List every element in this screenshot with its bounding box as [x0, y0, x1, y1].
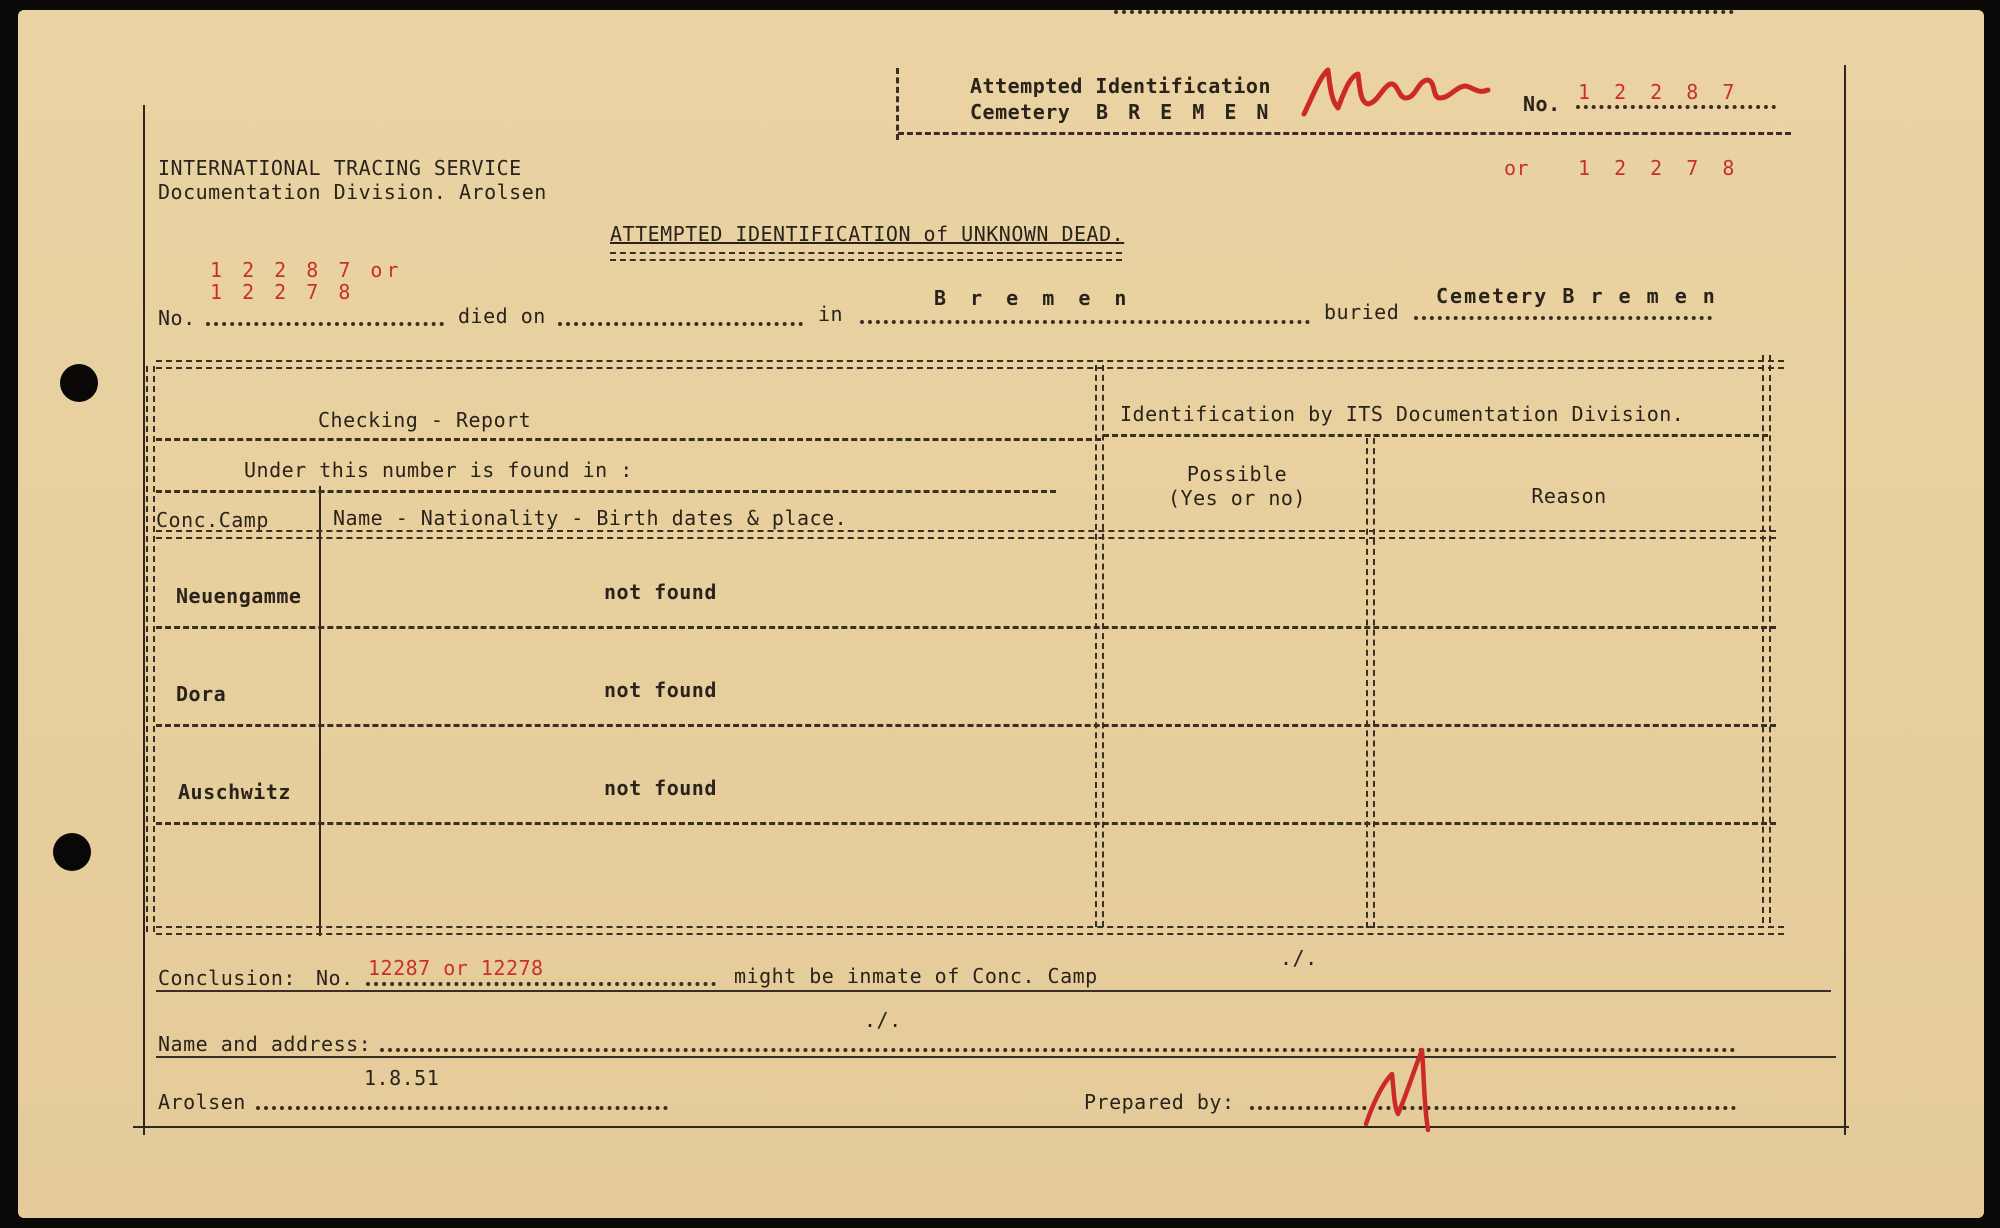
conclusion-underline	[156, 990, 1831, 992]
table-left-border	[146, 366, 155, 932]
row-1-divider	[156, 626, 1776, 629]
col-header-camp: Conc.Camp	[156, 508, 269, 532]
record-in-dots	[860, 320, 1310, 324]
row-2-result: not found	[604, 678, 717, 702]
conclusion-no-value: 12287 or 12278	[368, 956, 544, 980]
record-died-dots	[558, 322, 803, 326]
checking-report-heading: Checking - Report	[318, 408, 532, 432]
header-box-bottom-edge	[898, 132, 1791, 135]
footer-date: 1.8.51	[364, 1066, 440, 1090]
row-1-result: not found	[604, 580, 717, 604]
record-in-value: B r e m e n	[934, 286, 1133, 310]
name-address-underline	[156, 1056, 1836, 1058]
prepared-by-label: Prepared by:	[1084, 1090, 1235, 1114]
frame-right-line	[1844, 65, 1846, 1135]
header-row-divider-right	[1103, 434, 1768, 437]
table-right-border	[1762, 355, 1771, 923]
header-cemetery-label: Cemetery	[970, 100, 1071, 124]
identification-heading: Identification by ITS Documentation Division.	[1120, 402, 1685, 426]
record-no-value-line2: 1 2 2 7 8	[210, 280, 355, 304]
col-header-reason: Reason	[1531, 484, 1607, 508]
handwritten-none-scribble	[1298, 58, 1498, 128]
frame-left-line	[143, 105, 145, 1135]
table-bottom-border	[156, 926, 1784, 935]
prepared-by-dots	[1250, 1106, 1736, 1110]
col-header-name: Name - Nationality - Birth dates & place.	[333, 506, 848, 530]
col-header-possible-1: Possible	[1186, 462, 1288, 486]
org-name: INTERNATIONAL TRACING SERVICE	[158, 156, 522, 180]
punch-hole-bottom	[53, 833, 91, 871]
header-or-value: 1 2 2 7 8	[1578, 156, 1741, 180]
row-3-camp: Auschwitz	[178, 780, 291, 804]
header-bottom-double-rule	[156, 530, 1776, 539]
conclusion-camp-value: ./.	[1280, 946, 1318, 970]
punch-hole-top	[60, 364, 98, 402]
table-top-border	[156, 360, 1784, 369]
row-3-divider	[156, 822, 1776, 825]
name-address-dots	[380, 1048, 1736, 1052]
footer-place: Arolsen	[158, 1090, 246, 1114]
conclusion-camp-dots	[1114, 10, 1734, 14]
row-2-divider	[156, 724, 1776, 727]
row-2-camp: Dora	[176, 682, 227, 706]
row-1-camp: Neuengamme	[176, 584, 302, 608]
name-address-label: Name and address:	[158, 1032, 372, 1056]
header-no-value: 1 2 2 8 7	[1578, 80, 1741, 104]
header-or-label: or	[1504, 156, 1530, 180]
frame-bottom-line	[133, 1126, 1849, 1128]
conclusion-no-label: No.	[316, 966, 354, 990]
header-no-dots	[1576, 105, 1776, 109]
col-header-possible-2: (Yes or no)	[1168, 486, 1306, 510]
row-3-result: not found	[604, 776, 717, 800]
header-box-left-edge	[896, 68, 899, 140]
name-address-value: ./.	[864, 1008, 902, 1032]
record-buried-dots	[1414, 316, 1712, 320]
footer-date-dots	[256, 1106, 668, 1110]
under-number-text: Under this number is found in :	[244, 458, 633, 482]
table-divider-reason	[1366, 438, 1375, 928]
header-no-label: No.	[1523, 92, 1561, 116]
form-title-underline	[610, 252, 1122, 261]
record-buried-value: Cemetery B r e m e n	[1436, 284, 1717, 308]
record-buried-label: buried	[1324, 300, 1400, 324]
conclusion-no-dots	[366, 982, 716, 986]
table-divider-camp	[319, 486, 321, 936]
signature-mark	[1358, 1036, 1448, 1136]
under-number-divider	[156, 490, 1056, 493]
conclusion-label: Conclusion:	[158, 966, 296, 990]
header-row-divider-left	[156, 438, 1101, 441]
header-cemetery-value: B R E M E N	[1096, 100, 1273, 124]
record-no-value-line1: 1 2 2 8 7 or	[210, 258, 403, 282]
record-died-label: died on	[458, 304, 546, 328]
org-division: Documentation Division. Arolsen	[158, 180, 547, 204]
record-in-label: in	[818, 302, 844, 326]
table-divider-main	[1095, 365, 1104, 927]
index-card	[18, 10, 1984, 1218]
header-box-title: Attempted Identification	[970, 74, 1271, 98]
record-no-dots	[206, 322, 444, 326]
record-no-label: No.	[158, 306, 196, 330]
form-title: ATTEMPTED IDENTIFICATION of UNKNOWN DEAD.	[610, 222, 1125, 246]
conclusion-mid-text: might be inmate of Conc. Camp	[734, 964, 1098, 988]
